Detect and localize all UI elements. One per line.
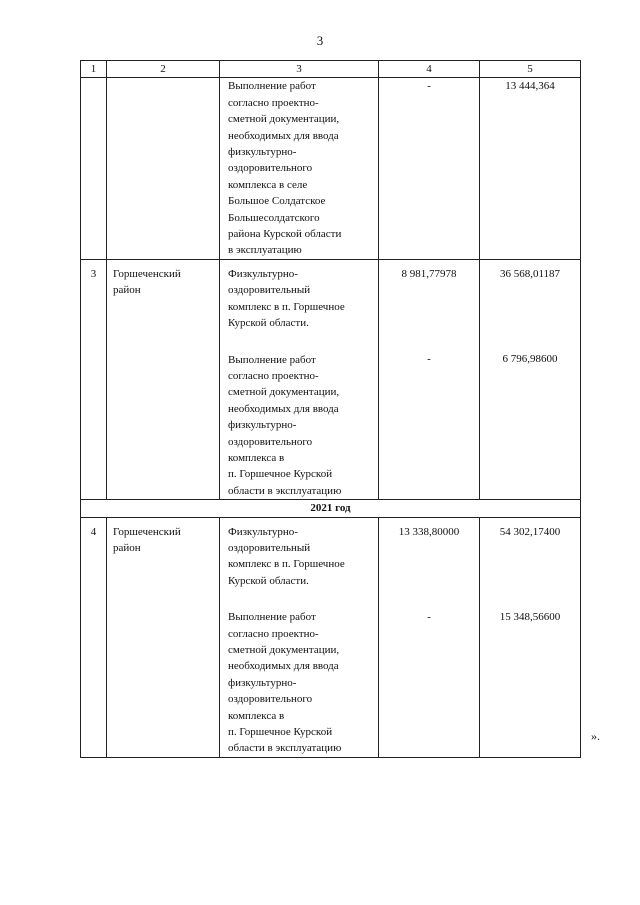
amount-col-5 bbox=[480, 517, 581, 757]
header-col-5: 5 bbox=[480, 61, 581, 78]
data-table bbox=[80, 60, 581, 758]
amount-value: 36 568,01187 bbox=[499, 267, 561, 280]
description-line: согласно проектно- bbox=[228, 96, 319, 109]
object-line: Физкультурно- bbox=[228, 267, 298, 280]
year-row bbox=[81, 500, 581, 517]
work-line: п. Горшечное Курской bbox=[228, 726, 333, 739]
work-line: Выполнение работ bbox=[228, 353, 316, 366]
district-cell bbox=[107, 259, 220, 499]
work-line: необходимых для ввода bbox=[228, 660, 339, 673]
row-number bbox=[81, 78, 107, 259]
year-label: 2021 год bbox=[81, 500, 581, 517]
work-line: необходимых для ввода bbox=[228, 402, 339, 415]
work-line: согласно проектно- bbox=[228, 627, 319, 640]
object-line: комплекс в п. Горшечное bbox=[228, 300, 345, 313]
description-line: физкультурно- bbox=[228, 146, 297, 159]
description-line: необходимых для ввода bbox=[228, 129, 339, 142]
amount-col-5 bbox=[480, 78, 581, 259]
work-line: оздоровительного bbox=[228, 693, 313, 706]
description-line: Выполнение работ bbox=[228, 80, 316, 93]
row-number: 4 bbox=[81, 517, 107, 757]
row-number: 3 bbox=[81, 259, 107, 499]
description-line: комплекса в селе bbox=[228, 178, 308, 191]
object-line: комплекс в п. Горшечное bbox=[228, 558, 345, 571]
amount-value: 15 348,56600 bbox=[499, 611, 561, 624]
header-col-4: 4 bbox=[379, 61, 480, 78]
header-col-3: 3 bbox=[220, 61, 379, 78]
work-line: согласно проектно- bbox=[228, 369, 319, 382]
table-header-row bbox=[81, 61, 581, 78]
district-line: район bbox=[113, 284, 141, 297]
description-cell bbox=[220, 517, 379, 757]
district-cell bbox=[107, 517, 220, 757]
district-line: Горшеченский bbox=[113, 267, 181, 280]
amount-col-4 bbox=[379, 78, 480, 259]
object-line: Физкультурно- bbox=[228, 525, 298, 538]
work-line: сметной документации, bbox=[228, 644, 340, 656]
work-line: сметной документации, bbox=[228, 386, 340, 399]
table-row-4 bbox=[81, 517, 581, 757]
amount-col-5 bbox=[480, 259, 581, 499]
amount-value: - bbox=[427, 80, 431, 93]
description-line: района Курской области bbox=[228, 228, 342, 241]
district-cell bbox=[107, 78, 220, 259]
description-line: Большесолдатского bbox=[228, 211, 320, 224]
object-line: оздоровительный bbox=[228, 541, 311, 554]
work-line: оздоровительного bbox=[228, 435, 313, 448]
amount-value: - bbox=[427, 353, 431, 366]
work-line: комплекса в bbox=[228, 451, 285, 464]
description-line: Большое Солдатское bbox=[228, 195, 326, 208]
description-cell bbox=[220, 259, 379, 499]
work-line: комплекса в bbox=[228, 709, 285, 722]
description-line: оздоровительного bbox=[228, 162, 313, 175]
table-row-3 bbox=[81, 259, 581, 499]
work-line: области в эксплуатацию bbox=[228, 742, 342, 755]
work-line: физкультурно- bbox=[228, 419, 297, 432]
work-line: п. Горшечное Курской bbox=[228, 468, 333, 481]
table-row-continued bbox=[81, 78, 581, 259]
amount-value: 13 444,364 bbox=[505, 80, 555, 93]
page-number: 3 bbox=[316, 33, 324, 48]
work-line: физкультурно- bbox=[228, 676, 297, 689]
object-line: Курской области. bbox=[228, 317, 309, 330]
work-line: области в эксплуатацию bbox=[228, 484, 342, 497]
work-line: Выполнение работ bbox=[228, 611, 316, 624]
object-line: Курской области. bbox=[228, 574, 309, 587]
amount-col-4 bbox=[379, 259, 480, 499]
description-line: в эксплуатацию bbox=[228, 244, 302, 257]
amount-col-4 bbox=[379, 517, 480, 757]
amount-value: 6 796,98600 bbox=[502, 353, 558, 366]
amount-value: 8 981,77978 bbox=[401, 267, 457, 280]
amount-value: - bbox=[427, 611, 431, 624]
closing-quote-mark: ». bbox=[591, 729, 600, 743]
object-line: оздоровительный bbox=[228, 284, 311, 297]
header-col-2: 2 bbox=[107, 61, 220, 78]
description-cell bbox=[220, 78, 379, 259]
amount-value: 13 338,80000 bbox=[398, 525, 460, 538]
amount-value: 54 302,17400 bbox=[499, 525, 561, 538]
district-line: Горшеченский bbox=[113, 525, 181, 538]
header-col-1: 1 bbox=[81, 61, 107, 78]
description-line: сметной документации, bbox=[228, 113, 340, 126]
district-line: район bbox=[113, 541, 141, 554]
